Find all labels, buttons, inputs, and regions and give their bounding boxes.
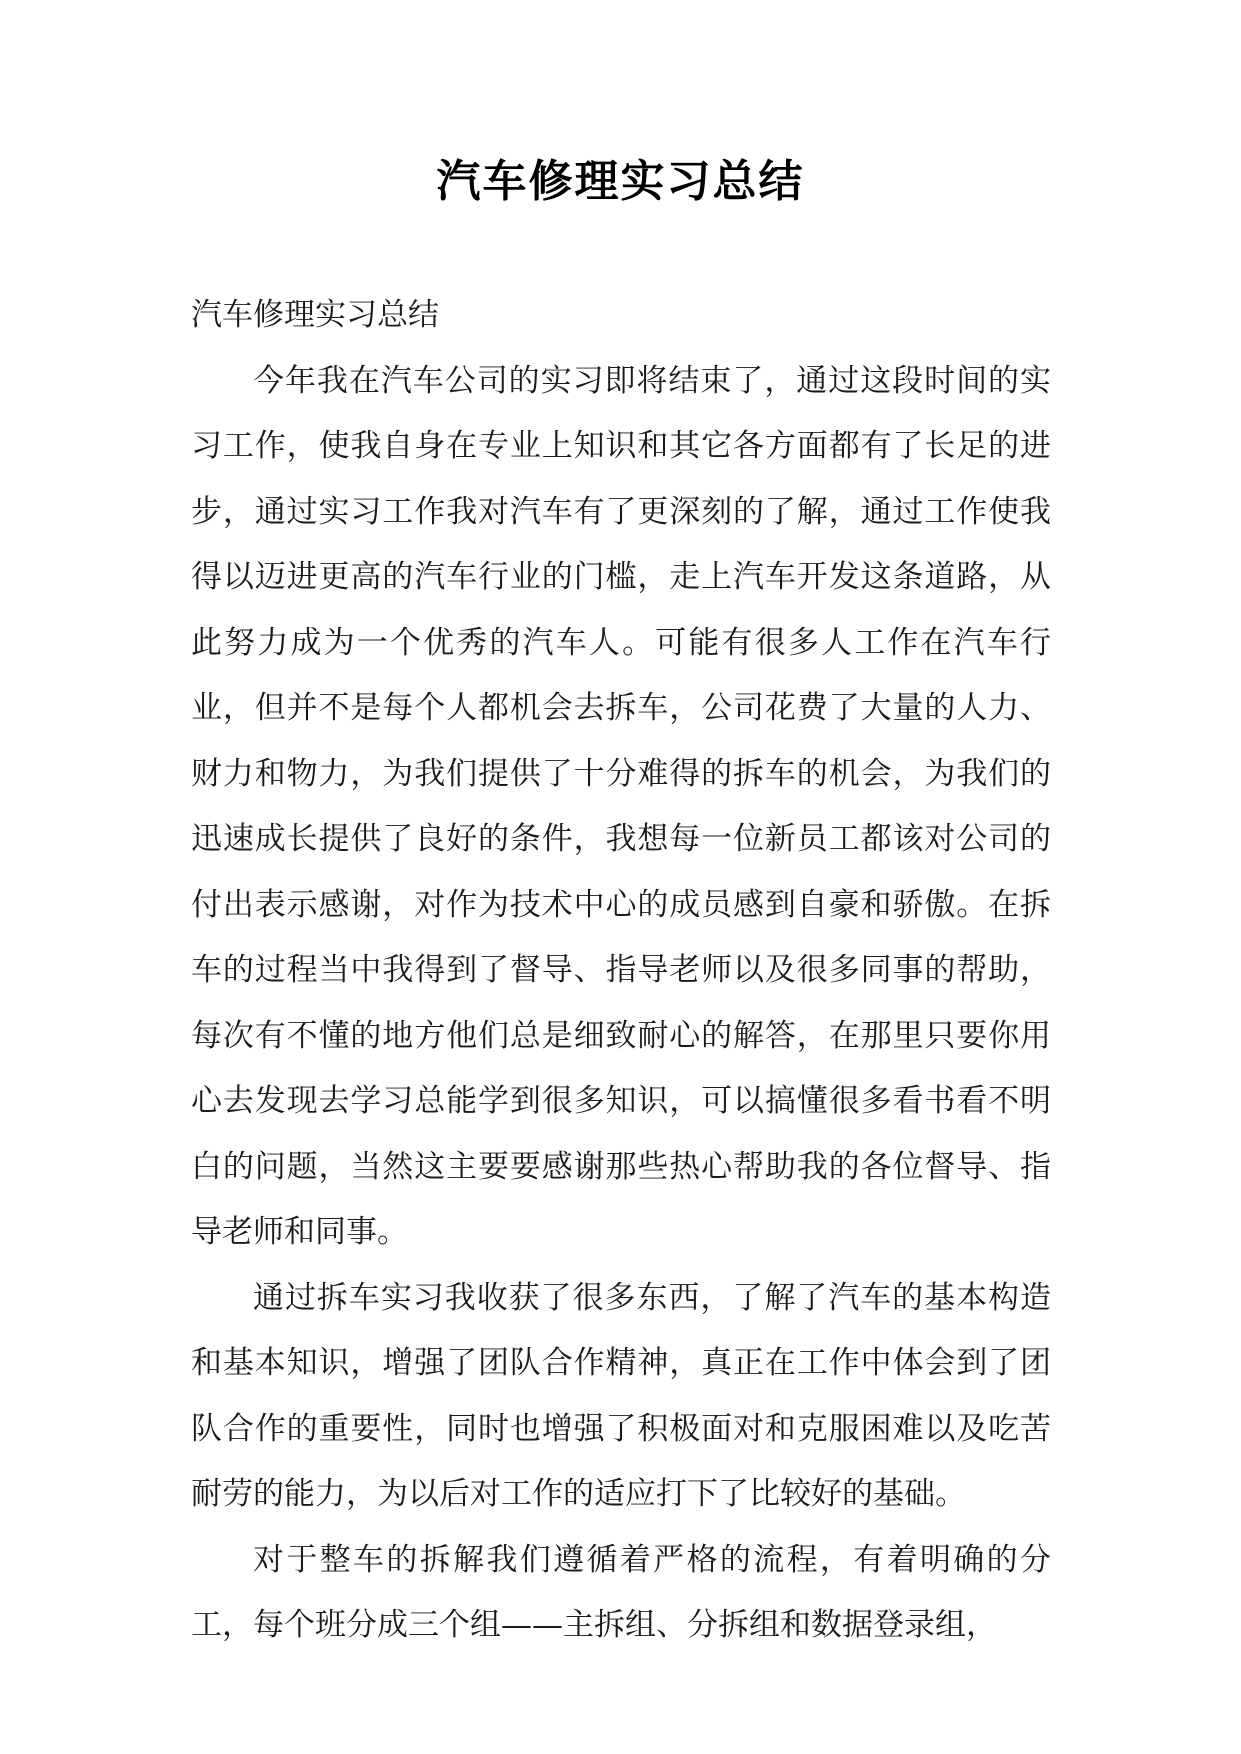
document-subtitle: 汽车修理实习总结 <box>191 297 439 333</box>
document-title: 汽车修理实习总结 <box>436 156 805 207</box>
document-body <box>191 283 1051 1659</box>
body-paragraph: 对于整车的拆解我们遵循着严格的流程，有着明确的分工，每个班分成三个组——主拆组、分拆组和数据登录组， <box>191 1541 1051 1643</box>
body-paragraph: 通过拆车实习我收获了很多东西，了解了汽车的基本构造和基本知识，增强了团队合作精神，真正在工作中体会到了团队合作的重要性，同时也增强了积极面对和克服困难以及吃苦耐劳的能力，为以后对工作的适应打下了比较好的基础。 <box>191 1279 1051 1512</box>
body-paragraph: 今年我在汽车公司的实习即将结束了，通过这段时间的实习工作，使我自身在专业上知识和其它各方面都有了长足的进步，通过实习工作我对汽车有了更深刻的了解，通过工作使我得以迈进更高的汽车行业的门槛，走上汽车开发这条道路，从此努力成为一个优秀的汽车人。可能有很多人工作在汽车行业，但并不是每个人都机会去拆车，公司花费了大量的人力、财力和物力，为我们提供了十分难得的拆车的机会，为我们的迅速成长提供了良好的条件，我想每一位新员工都该对公司的付出表示感谢，对作为技术中心的成员感到自豪和骄傲。在拆车的过程当中我得到了督导、指导老师以及很多同事的帮助，每次有不懂的地方他们总是细致耐心的解答，在那里只要你用心去发现去学习总能学到很多知识，可以搞懂很多看书看不明白的问题，当然这主要要感谢那些热心帮助我的各位督导、指导老师和同事。 <box>191 362 1051 1250</box>
